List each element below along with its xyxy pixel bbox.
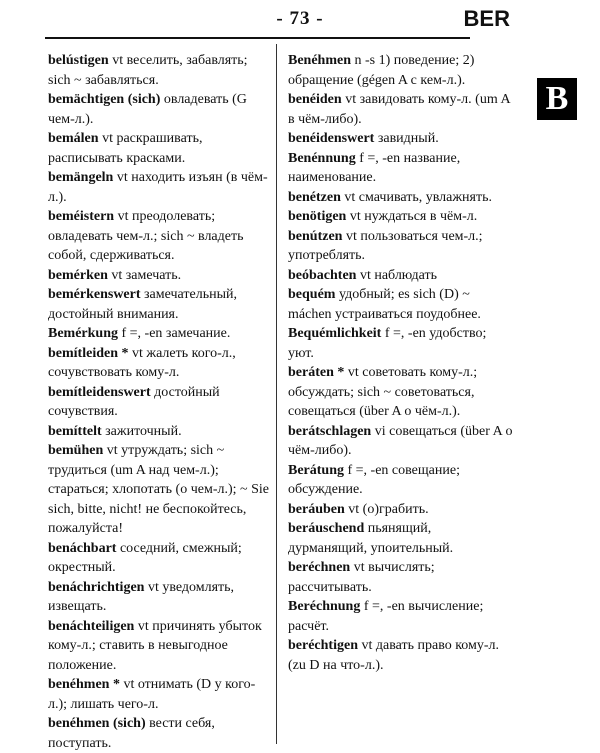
definition: n -s 1) поведение; 2) обращение (gégen A с кем-л.). bbox=[288, 53, 475, 88]
dictionary-entry bbox=[288, 324, 513, 363]
dictionary-entry bbox=[288, 636, 513, 675]
dictionary-entry bbox=[48, 344, 273, 383]
definition: vt замечать. bbox=[107, 267, 182, 283]
headword: Berátung bbox=[288, 462, 344, 478]
dictionary-entry bbox=[288, 422, 513, 461]
dictionary-entry bbox=[288, 149, 513, 188]
definition: f =, -en замечание. bbox=[118, 326, 231, 341]
definition: vt (о)грабить. bbox=[344, 501, 429, 517]
headword: benútzen bbox=[288, 228, 343, 244]
dictionary-entry bbox=[288, 227, 513, 266]
dictionary-entry bbox=[288, 207, 513, 227]
definition: зажиточный. bbox=[101, 423, 182, 439]
headword: beráten * bbox=[288, 365, 345, 380]
dictionary-entry bbox=[288, 188, 513, 208]
headword: benötigen bbox=[288, 209, 347, 224]
dictionary-entry bbox=[288, 558, 513, 597]
headword: benéhmen (sich) bbox=[48, 716, 146, 731]
dictionary-entry bbox=[48, 90, 273, 129]
dictionary-entry bbox=[48, 51, 273, 90]
dictionary-entry bbox=[48, 578, 273, 617]
definition: vt веселить, забавлять; sich ~ забавляться. bbox=[48, 53, 248, 88]
thumb-index-tab: B bbox=[537, 78, 577, 120]
dictionary-entry bbox=[48, 441, 273, 539]
headword: belústigen bbox=[48, 53, 109, 68]
headword: bemérken bbox=[48, 267, 108, 283]
definition: vt жалеть кого-л., сочувствовать кому-л. bbox=[48, 345, 236, 380]
definition: f =, -en название, наименование. bbox=[288, 150, 461, 185]
headword: Benéhmen bbox=[288, 53, 351, 68]
definition: завидный. bbox=[374, 131, 439, 146]
definition: достойный сочувствия. bbox=[48, 384, 220, 419]
definition: вести себя, поступать. bbox=[48, 716, 215, 751]
dictionary-entry bbox=[48, 383, 273, 422]
headword: benéidenswert bbox=[288, 131, 375, 146]
definition: vt преодолевать; овладевать чем-л.; sich ~ владеть собой, сдерживаться. bbox=[48, 209, 244, 263]
definition: vt причинять убыток кому-л.; ставить в невыгодное положение. bbox=[48, 618, 262, 673]
definition: vt советовать кому-л.; обсуждать; sich ~ советоваться, совещаться (über A о чём-л.). bbox=[288, 365, 478, 419]
definition: vt завидовать кому-л. (um A в чём-либо). bbox=[288, 92, 510, 127]
dictionary-entry bbox=[288, 597, 513, 636]
headword: Bemérkung bbox=[48, 326, 118, 341]
headword: beréchtigen bbox=[288, 638, 358, 653]
headword: benáchrichtigen bbox=[48, 579, 145, 595]
left-column bbox=[48, 51, 273, 753]
headword: beméistern bbox=[48, 209, 115, 224]
dictionary-entry bbox=[288, 500, 513, 520]
header-rule bbox=[45, 37, 470, 39]
column-divider bbox=[276, 44, 277, 744]
right-column bbox=[288, 51, 513, 675]
definition: vi совещаться (über A о чём-либо). bbox=[288, 423, 513, 458]
dictionary-entry bbox=[48, 207, 273, 266]
headword: bemängeln bbox=[48, 170, 114, 185]
headword: bequém bbox=[288, 287, 336, 302]
headword: berátschlagen bbox=[288, 423, 372, 439]
dictionary-entry bbox=[48, 168, 273, 207]
headword: bemühen bbox=[48, 443, 104, 458]
definition: vt наблюдать bbox=[356, 267, 438, 283]
definition: f =, -en совещание; обсуждение. bbox=[288, 462, 460, 497]
definition: vt утруждать; sich ~ трудиться (um A над чем-л.); стараться; хлопотать (о чем-л.); ~ Sie sich, bitte, nicht! не беспокойтесь, пожалуйста! bbox=[48, 443, 269, 536]
headword: benéiden bbox=[288, 92, 342, 107]
definition: vt уведомлять, извещать. bbox=[48, 579, 235, 614]
dictionary-entry bbox=[288, 363, 513, 422]
dictionary-entry bbox=[288, 519, 513, 558]
headword: Bequémlichkeit bbox=[288, 326, 382, 341]
definition: vt давать право кому-л. (zu D на что-л.). bbox=[288, 638, 500, 673]
definition: vt раскрашивать, расписывать красками. bbox=[48, 131, 203, 166]
definition: vt вычислять; рассчитывать. bbox=[288, 560, 435, 595]
running-head: BER bbox=[463, 6, 510, 31]
dictionary-entry bbox=[48, 129, 273, 168]
headword: bemítleiden * bbox=[48, 345, 129, 361]
headword: Benénnung bbox=[288, 150, 356, 166]
definition: vt пользоваться чем-л.; употреблять. bbox=[288, 228, 483, 263]
headword: bemérkenswert bbox=[48, 287, 141, 302]
dictionary-entry bbox=[48, 675, 273, 714]
dictionary-entry bbox=[48, 539, 273, 578]
page-number: - 73 - bbox=[276, 8, 324, 29]
headword: bemíttelt bbox=[48, 423, 102, 439]
dictionary-entry bbox=[288, 51, 513, 90]
headword: benétzen bbox=[288, 189, 341, 205]
dictionary-entry bbox=[48, 324, 273, 344]
definition: соседний, смежный; окрестный. bbox=[48, 540, 242, 575]
headword: benéhmen * bbox=[48, 677, 120, 692]
headword: bemálen bbox=[48, 131, 99, 146]
headword: bemächtigen (sich) bbox=[48, 92, 161, 107]
dictionary-entry bbox=[288, 285, 513, 324]
definition: пьянящий, дурманящий, упоительный. bbox=[288, 521, 454, 556]
dictionary-entry bbox=[48, 422, 273, 442]
definition: овладевать (G чем-л.). bbox=[48, 92, 247, 127]
dictionary-entry bbox=[288, 461, 513, 500]
headword: beréchnen bbox=[288, 560, 351, 575]
dictionary-entry bbox=[48, 714, 273, 753]
definition: f =, -en удобство; уют. bbox=[288, 326, 487, 361]
definition: удобный; es sich (D) ~ máchen устраиваться поудобнее. bbox=[288, 287, 481, 322]
dictionary-entry bbox=[288, 266, 513, 286]
definition: vt отнимать (D у кого-л.); лишать чего-л. bbox=[48, 677, 256, 712]
dictionary-entry bbox=[48, 266, 273, 286]
headword: beráuben bbox=[288, 501, 345, 517]
definition: vt смачивать, увлажнять. bbox=[340, 189, 492, 205]
headword: Beréchnung bbox=[288, 599, 361, 614]
definition: vt находить изъян (в чём-л.). bbox=[48, 170, 268, 205]
headword: beráuschend bbox=[288, 521, 365, 536]
dictionary-entry bbox=[48, 285, 273, 324]
definition: vt нуждаться в чём-л. bbox=[346, 209, 478, 224]
definition: f =, -en вычисление; расчёт. bbox=[288, 599, 484, 634]
headword: benáchbart bbox=[48, 540, 117, 556]
definition: замечательный, достойный внимания. bbox=[48, 287, 237, 322]
headword: benáchteiligen bbox=[48, 618, 135, 634]
headword: beóbachten bbox=[288, 267, 357, 283]
dictionary-entry bbox=[48, 617, 273, 676]
headword: bemítleidenswert bbox=[48, 384, 151, 400]
dictionary-entry bbox=[288, 129, 513, 149]
dictionary-entry bbox=[288, 90, 513, 129]
